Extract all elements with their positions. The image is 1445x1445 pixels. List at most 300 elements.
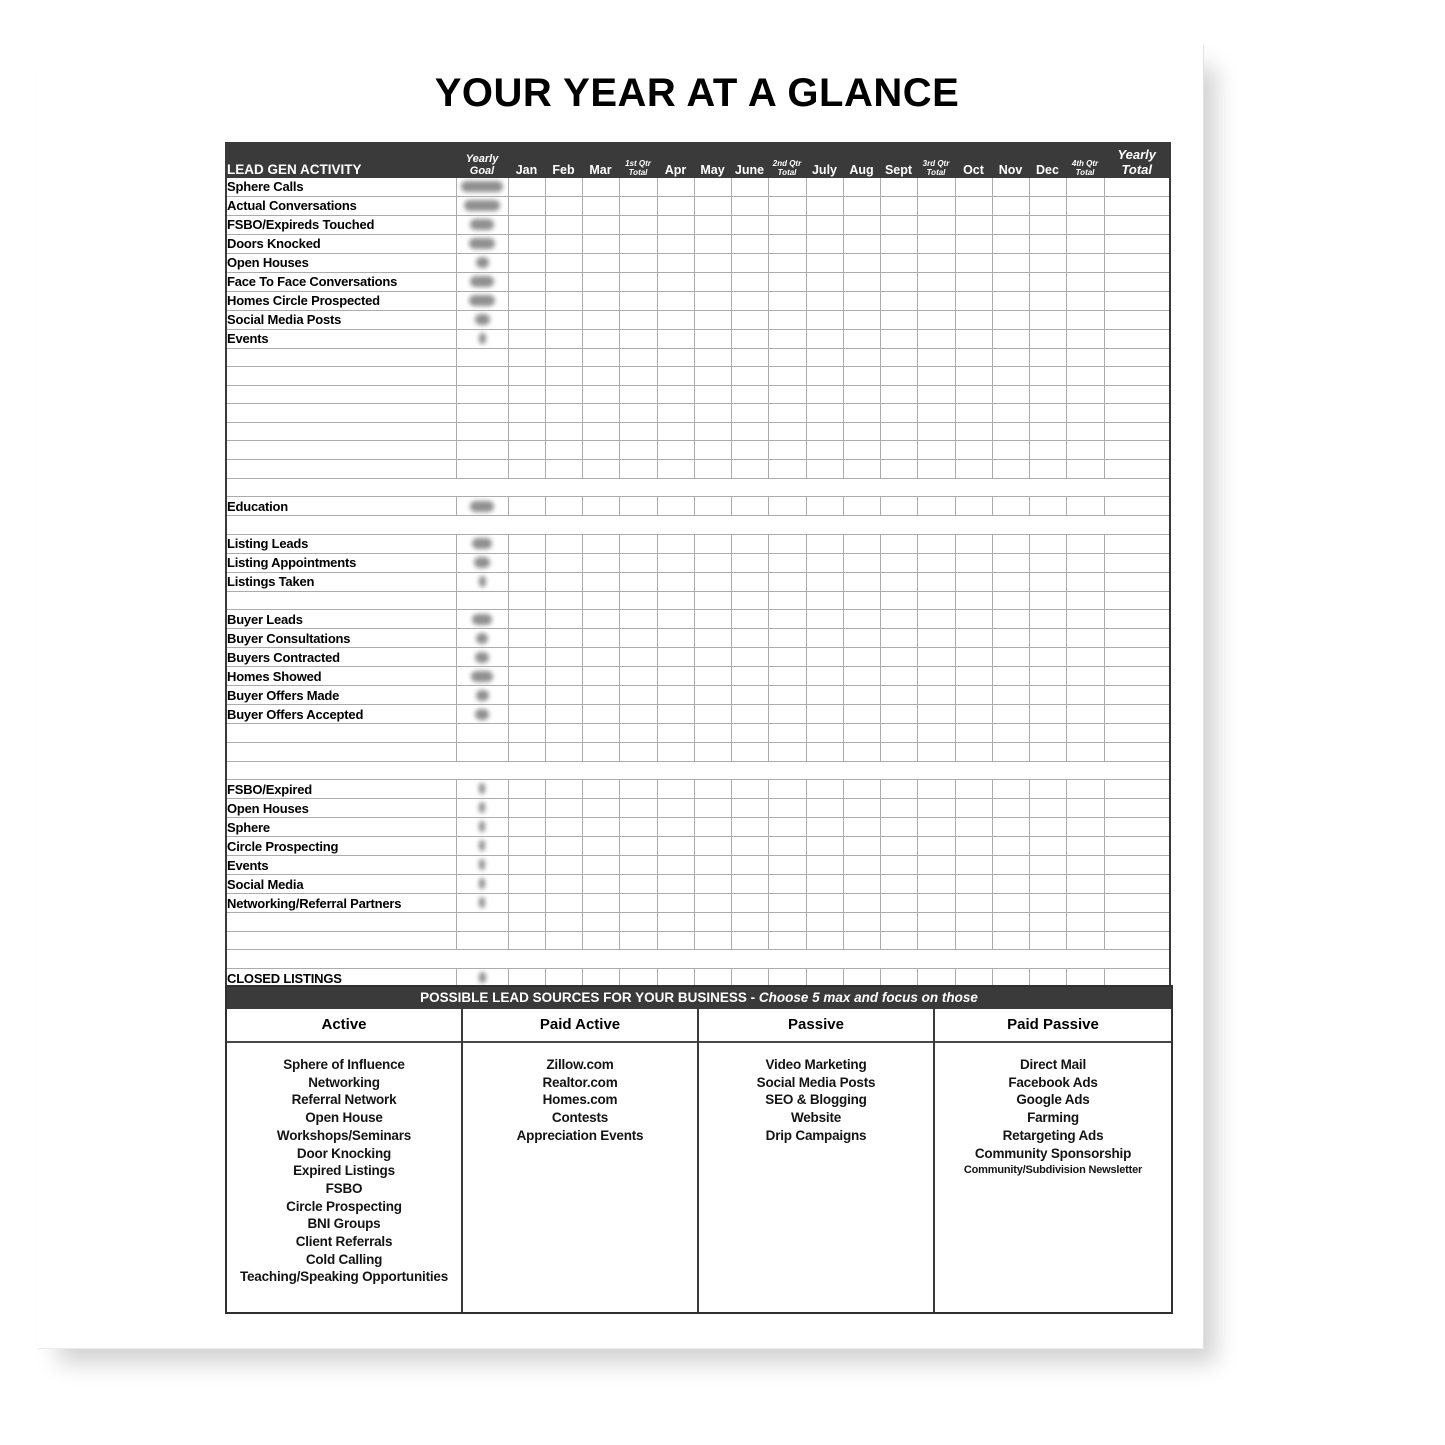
month-cell [992, 894, 1029, 913]
month-cell [843, 385, 880, 404]
quarter-total-cell [619, 931, 657, 950]
month-cell [657, 234, 694, 253]
month-cell [545, 291, 582, 310]
month-cell [582, 913, 619, 932]
lead-source-item: Cold Calling [305, 1251, 383, 1267]
row-label [226, 743, 456, 762]
month-cell [843, 572, 880, 591]
yearly-goal-cell [456, 686, 508, 705]
month-cell [1029, 367, 1066, 386]
month-cell [843, 348, 880, 367]
quarter-total-cell [768, 385, 806, 404]
month-cell [806, 724, 843, 743]
lead-source-item-list [935, 1043, 1171, 1312]
month-cell [694, 931, 731, 950]
redacted-value [479, 333, 486, 344]
grid-row [226, 648, 1170, 667]
month-cell [657, 629, 694, 648]
month-cell [545, 818, 582, 837]
quarter-total-cell [1066, 177, 1104, 196]
month-cell [582, 177, 619, 196]
month-cell [657, 705, 694, 724]
month-cell [880, 348, 917, 367]
month-cell [508, 404, 545, 423]
month-cell [545, 837, 582, 856]
yearly-total-cell [1104, 724, 1170, 743]
yearly-total-cell [1104, 837, 1170, 856]
quarter-total-cell [917, 534, 955, 553]
month-cell [582, 385, 619, 404]
redacted-value [476, 257, 489, 268]
section-bar [226, 516, 1170, 535]
month-cell [731, 931, 768, 950]
month-cell [992, 253, 1029, 272]
month-cell [508, 253, 545, 272]
month-cell [545, 875, 582, 894]
lead-source-item: Open House [305, 1110, 383, 1126]
yearly-total-cell [1104, 572, 1170, 591]
quarter-total-cell [917, 818, 955, 837]
month-cell [955, 931, 992, 950]
month-cell [657, 291, 694, 310]
lead-source-item: FSBO [325, 1180, 363, 1196]
month-cell [508, 215, 545, 234]
month-cell [955, 553, 992, 572]
yearly-goal-cell [456, 648, 508, 667]
month-cell [731, 591, 768, 610]
lead-source-column-header: Paid Active [463, 1009, 697, 1043]
quarter-total-cell [619, 553, 657, 572]
quarter-total-cell [1066, 667, 1104, 686]
month-cell [508, 629, 545, 648]
month-cell [1029, 215, 1066, 234]
month-cell [806, 310, 843, 329]
month-cell [992, 875, 1029, 894]
month-cell [657, 667, 694, 686]
month-cell [1029, 724, 1066, 743]
month-cell [694, 441, 731, 460]
lead-source-item: Zillow.com [546, 1057, 614, 1072]
month-cell [955, 572, 992, 591]
yearly-goal-cell [456, 931, 508, 950]
month-cell [657, 648, 694, 667]
month-cell [657, 348, 694, 367]
yearly-total-cell [1104, 441, 1170, 460]
month-cell [843, 799, 880, 818]
row-label [226, 724, 456, 743]
month-cell [806, 837, 843, 856]
yearly-goal-cell [456, 705, 508, 724]
blank-row [226, 931, 1170, 950]
quarter-total-cell [768, 272, 806, 291]
yearly-goal-cell [456, 253, 508, 272]
row-label: Events [226, 856, 456, 875]
month-cell [731, 534, 768, 553]
quarter-total-cell [917, 629, 955, 648]
month-cell [843, 310, 880, 329]
month-cell [731, 799, 768, 818]
yearly-goal-cell [456, 837, 508, 856]
month-cell [657, 591, 694, 610]
yearly-goal-cell [456, 780, 508, 799]
month-cell [508, 724, 545, 743]
month-cell [657, 385, 694, 404]
quarter-total-cell [1066, 572, 1104, 591]
month-cell [955, 534, 992, 553]
grid-header-row [226, 143, 1170, 177]
lead-source-item: Sphere of Influence [283, 1057, 405, 1072]
quarter-total-cell [1066, 460, 1104, 479]
month-cell [657, 686, 694, 705]
quarter-total-header-2: 2nd Qtr Total [768, 143, 806, 177]
month-cell [582, 591, 619, 610]
quarter-total-cell [619, 705, 657, 724]
row-label: Actual Conversations [226, 196, 456, 215]
month-cell [657, 329, 694, 348]
quarter-total-cell [768, 875, 806, 894]
month-cell [992, 931, 1029, 950]
month-cell [955, 610, 992, 629]
grid-row [226, 234, 1170, 253]
row-label: Events [226, 329, 456, 348]
blank-row [226, 348, 1170, 367]
quarter-total-cell [917, 780, 955, 799]
lead-source-item-list [227, 1043, 461, 1312]
month-cell [806, 422, 843, 441]
lead-source-item: Website [790, 1110, 842, 1126]
month-cell [508, 818, 545, 837]
month-cell [880, 385, 917, 404]
blank-row [226, 591, 1170, 610]
month-cell [992, 329, 1029, 348]
month-cell [545, 441, 582, 460]
section-bar-label: CLOSED TRANSACTION BREAKDOWN [226, 950, 1170, 969]
lead-source-column-header: Passive [699, 1009, 933, 1043]
month-cell [545, 272, 582, 291]
month-cell [880, 291, 917, 310]
month-cell [992, 291, 1029, 310]
month-cell [694, 348, 731, 367]
month-cell [955, 856, 992, 875]
section-bar [226, 761, 1170, 780]
month-cell [582, 348, 619, 367]
lead-source-item-list [463, 1043, 697, 1312]
month-cell [657, 253, 694, 272]
blank-row [226, 367, 1170, 386]
month-cell [955, 591, 992, 610]
month-cell [955, 441, 992, 460]
month-cell [955, 894, 992, 913]
month-cell [731, 894, 768, 913]
month-cell [843, 460, 880, 479]
month-cell [880, 894, 917, 913]
month-cell [694, 705, 731, 724]
month-header-dec: Dec [1029, 143, 1066, 177]
lead-sources-grid [227, 1009, 1171, 1312]
month-cell [992, 310, 1029, 329]
month-cell [955, 404, 992, 423]
month-cell [508, 799, 545, 818]
month-cell [545, 404, 582, 423]
grid-row [226, 215, 1170, 234]
month-cell [508, 686, 545, 705]
month-cell [657, 534, 694, 553]
yearly-total-cell [1104, 291, 1170, 310]
month-cell [694, 875, 731, 894]
row-label: FSBO/Expireds Touched [226, 215, 456, 234]
month-cell [731, 572, 768, 591]
month-cell [694, 799, 731, 818]
month-cell [955, 234, 992, 253]
yearly-total-cell [1104, 743, 1170, 762]
redacted-value [475, 652, 489, 663]
month-cell [880, 441, 917, 460]
quarter-total-cell [619, 686, 657, 705]
month-cell [731, 610, 768, 629]
yearly-total-cell [1104, 310, 1170, 329]
month-cell [657, 724, 694, 743]
month-cell [992, 610, 1029, 629]
month-cell [657, 572, 694, 591]
quarter-total-cell [619, 591, 657, 610]
month-cell [694, 629, 731, 648]
redacted-value [464, 200, 500, 211]
month-cell [694, 686, 731, 705]
month-cell [955, 799, 992, 818]
month-cell [731, 743, 768, 762]
redacted-value [471, 671, 493, 682]
month-cell [880, 329, 917, 348]
quarter-total-cell [1066, 629, 1104, 648]
month-cell [880, 215, 917, 234]
grid-row [226, 629, 1170, 648]
row-label: Networking/Referral Partners [226, 894, 456, 913]
quarter-total-cell [917, 875, 955, 894]
quarter-total-cell [1066, 215, 1104, 234]
row-label: Buyers Contracted [226, 648, 456, 667]
month-cell [843, 272, 880, 291]
month-cell [843, 253, 880, 272]
lead-source-item: BNI Groups [307, 1216, 381, 1232]
quarter-total-cell [1066, 780, 1104, 799]
row-label [226, 348, 456, 367]
quarter-total-cell [619, 534, 657, 553]
quarter-total-cell [917, 385, 955, 404]
month-cell [582, 724, 619, 743]
redacted-value [472, 538, 492, 549]
quarter-total-cell [1066, 743, 1104, 762]
month-cell [806, 913, 843, 932]
month-cell [806, 497, 843, 516]
quarter-total-cell [619, 385, 657, 404]
month-cell [843, 629, 880, 648]
redacted-value [474, 557, 490, 568]
month-cell [694, 310, 731, 329]
month-cell [508, 837, 545, 856]
quarter-total-cell [768, 422, 806, 441]
lead-source-column [699, 1009, 935, 1312]
yearly-goal-cell [456, 460, 508, 479]
quarter-total-cell [768, 215, 806, 234]
lead-source-item-list [699, 1043, 933, 1312]
yearly-goal-cell [456, 234, 508, 253]
quarter-total-cell [768, 931, 806, 950]
month-cell [843, 913, 880, 932]
month-cell [880, 856, 917, 875]
month-cell [694, 385, 731, 404]
month-cell [1029, 422, 1066, 441]
month-cell [508, 272, 545, 291]
month-cell [1029, 348, 1066, 367]
lead-source-column [227, 1009, 463, 1312]
quarter-total-cell [1066, 348, 1104, 367]
month-cell [806, 177, 843, 196]
grid-row [226, 837, 1170, 856]
lead-source-footnote: Community/Subdivision Newsletter [963, 1164, 1143, 1177]
month-cell [880, 837, 917, 856]
page-title: YOUR YEAR AT A GLANCE [434, 71, 960, 115]
quarter-total-cell [917, 591, 955, 610]
yearly-goal-cell [456, 196, 508, 215]
quarter-total-cell [619, 818, 657, 837]
month-cell [1029, 441, 1066, 460]
quarter-total-cell [917, 497, 955, 516]
month-cell [843, 404, 880, 423]
month-cell [582, 329, 619, 348]
month-cell [992, 367, 1029, 386]
lead-source-item: Circle Prospecting [286, 1198, 402, 1214]
lead-source-column-header: Paid Passive [935, 1009, 1171, 1043]
month-cell [843, 818, 880, 837]
month-cell [582, 441, 619, 460]
month-cell [657, 441, 694, 460]
row-label: Listing Leads [226, 534, 456, 553]
quarter-total-cell [768, 177, 806, 196]
month-cell [731, 724, 768, 743]
month-header-aug: Aug [843, 143, 880, 177]
quarter-total-cell [917, 310, 955, 329]
month-cell [880, 913, 917, 932]
month-cell [582, 837, 619, 856]
month-cell [1029, 272, 1066, 291]
month-cell [731, 404, 768, 423]
quarter-total-cell [1066, 705, 1104, 724]
month-header-nov: Nov [992, 143, 1029, 177]
month-cell [731, 497, 768, 516]
quarter-total-cell [768, 291, 806, 310]
month-cell [508, 913, 545, 932]
month-cell [806, 348, 843, 367]
quarter-total-cell [1066, 648, 1104, 667]
section-bar [226, 950, 1170, 969]
month-cell [843, 875, 880, 894]
month-cell [694, 724, 731, 743]
month-cell [508, 705, 545, 724]
month-cell [806, 572, 843, 591]
blank-row [226, 913, 1170, 932]
yearly-goal-cell [456, 799, 508, 818]
quarter-total-cell [917, 422, 955, 441]
quarter-total-cell [1066, 385, 1104, 404]
quarter-total-cell [768, 648, 806, 667]
month-cell [694, 667, 731, 686]
grid-row [226, 667, 1170, 686]
month-cell [806, 686, 843, 705]
yearly-goal-cell [456, 553, 508, 572]
yearly-goal-cell [456, 591, 508, 610]
month-cell [694, 610, 731, 629]
month-cell [731, 818, 768, 837]
month-cell [806, 385, 843, 404]
month-cell [955, 329, 992, 348]
month-cell [657, 894, 694, 913]
row-label: Doors Knocked [226, 234, 456, 253]
quarter-total-cell [768, 686, 806, 705]
grid-row [226, 272, 1170, 291]
month-cell [582, 743, 619, 762]
month-cell [657, 913, 694, 932]
month-cell [880, 422, 917, 441]
month-cell [694, 329, 731, 348]
quarter-total-cell [1066, 724, 1104, 743]
row-label: Open Houses [226, 253, 456, 272]
quarter-total-header-4: 4th Qtr Total [1066, 143, 1104, 177]
quarter-total-cell [1066, 422, 1104, 441]
quarter-total-cell [917, 215, 955, 234]
quarter-total-cell [917, 404, 955, 423]
grid-row [226, 534, 1170, 553]
month-cell [731, 629, 768, 648]
yearly-total-cell [1104, 931, 1170, 950]
month-cell [657, 272, 694, 291]
redacted-value [470, 219, 494, 230]
month-cell [955, 291, 992, 310]
month-cell [1029, 799, 1066, 818]
month-header-oct: Oct [955, 143, 992, 177]
lead-source-item: Drip Campaigns [765, 1127, 867, 1143]
month-cell [992, 497, 1029, 516]
month-cell [582, 497, 619, 516]
quarter-total-cell [768, 743, 806, 762]
blank-row [226, 441, 1170, 460]
month-cell [955, 686, 992, 705]
month-cell [955, 177, 992, 196]
month-cell [545, 215, 582, 234]
quarter-total-cell [1066, 534, 1104, 553]
month-cell [1029, 894, 1066, 913]
yearly-goal-cell [456, 724, 508, 743]
lead-source-item: Client Referrals [295, 1234, 393, 1250]
month-cell [880, 629, 917, 648]
month-cell [1029, 686, 1066, 705]
month-cell [992, 553, 1029, 572]
row-label: Face To Face Conversations [226, 272, 456, 291]
redacted-value [469, 238, 495, 249]
month-cell [843, 215, 880, 234]
quarter-total-cell [917, 667, 955, 686]
quarter-total-cell [1066, 856, 1104, 875]
month-cell [843, 234, 880, 253]
yearly-total-header: Yearly Total [1104, 143, 1170, 177]
row-label: Buyer Offers Made [226, 686, 456, 705]
month-header-sept: Sept [880, 143, 917, 177]
quarter-total-header-3: 3rd Qtr Total [917, 143, 955, 177]
row-label: CLOSED LISTINGS [226, 969, 456, 988]
grid-row [226, 894, 1170, 913]
quarter-total-cell [619, 215, 657, 234]
lead-source-column-header: Active [227, 1009, 461, 1043]
month-cell [806, 648, 843, 667]
